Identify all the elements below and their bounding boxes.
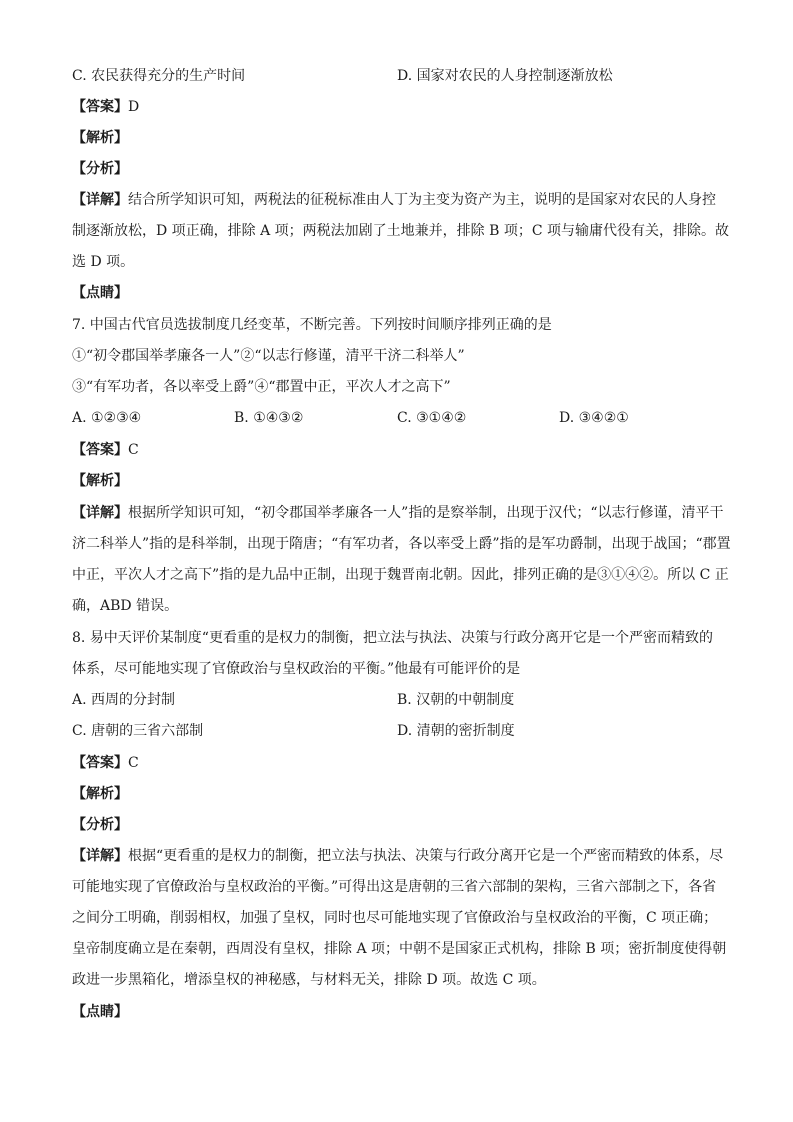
detail-line: 济二科举人”指的是科举制，出现于隋唐；“有军功者，各以率受上爵”指的是军功爵制，出现于战国；“郡置 xyxy=(72,536,731,552)
detail-label: 【详解】 xyxy=(72,192,128,208)
detail-line: 确，ABD 错误。 xyxy=(72,598,179,614)
detail-line: 皇帝制度确立是在秦朝，西周没有皇权，排除 A 项；中朝不是国家正式机构，排除 B 项；密折制度使得朝 xyxy=(72,941,727,957)
question-7-stem: 7. 中国古代官员选拔制度几经变革，不断完善。下列按时间顺序排列正确的是 xyxy=(72,317,552,333)
breakdown-label: 【分析】 xyxy=(72,817,128,833)
detail-label: 【详解】 xyxy=(72,848,128,864)
answer-label: 【答案】 xyxy=(72,99,128,115)
option-d: D. ③④②① xyxy=(559,410,629,426)
option-d: D. 清朝的密折制度 xyxy=(397,723,515,739)
option-c: C. ③①④② xyxy=(397,410,467,426)
option-a: A. ①②③④ xyxy=(72,410,142,426)
detail-line: 选 D 项。 xyxy=(72,254,135,270)
option-c: C. 农民获得充分的生产时间 xyxy=(72,68,246,84)
breakdown-label: 【分析】 xyxy=(72,161,128,177)
option-d: D. 国家对农民的人身控制逐渐放松 xyxy=(397,68,613,84)
detail-line: 之间分工明确，削弱相权，加强了皇权，同时也尽可能地实现了官僚政治与皇权政治的平衡，C 项正确； xyxy=(72,910,718,926)
answer-value: D xyxy=(128,99,140,115)
option-a: A. 西周的分封制 xyxy=(72,692,176,708)
option-c: C. 唐朝的三省六部制 xyxy=(72,723,204,739)
detail-label: 【详解】 xyxy=(72,505,128,521)
answer-row xyxy=(72,752,721,774)
detail-line xyxy=(72,845,724,867)
analysis-label: 【解析】 xyxy=(72,130,128,146)
question-8-stem: 8. 易中天评价某制度“更看重的是权力的制衡，把立法与执法、决策与行政分离开它是一个严密而精致的 xyxy=(72,630,713,646)
answer-value: C xyxy=(128,755,139,771)
detail-text: 根据所学知识可知，“初令郡国举孝廉各一人”指的是察举制，出现于汉代；“以志行修谨，清平干 xyxy=(128,505,724,521)
analysis-label: 【解析】 xyxy=(72,786,128,802)
detail-line xyxy=(72,502,724,524)
answer-row xyxy=(72,439,721,461)
tip-label: 【点睛】 xyxy=(72,1004,128,1020)
analysis-label: 【解析】 xyxy=(72,473,128,489)
detail-line: 可能地实现了官僚政治与皇权政治的平衡。”可得出这是唐朝的三省六部制的架构，三省六部制之下，各省 xyxy=(72,879,717,895)
answer-value: C xyxy=(128,442,139,458)
question-8-stem: 体系，尽可能地实现了官僚政治与皇权政治的平衡。”他最有可能评价的是 xyxy=(72,661,521,677)
detail-text: 结合所学知识可知，两税法的征税标准由人丁为主变为资产为主，说明的是国家对农民的人身控 xyxy=(128,192,716,208)
detail-line xyxy=(72,189,721,211)
answer-label: 【答案】 xyxy=(72,442,128,458)
option-b: B. ①④③② xyxy=(234,410,304,426)
question-7-item: ①“初令郡国举孝廉各一人”②“以志行修谨，清平干济二科举人” xyxy=(72,348,465,364)
detail-line: 政进一步黑箱化，增添皇权的神秘感，与材料无关，排除 D 项。故选 C 项。 xyxy=(72,972,546,988)
answer-label: 【答案】 xyxy=(72,755,128,771)
tip-label: 【点睛】 xyxy=(72,285,128,301)
detail-line: 中正，平次人才之高下”指的是九品中正制，出现于魏晋南北朝。因此，排列正确的是③①④②。所以 C 正 xyxy=(72,567,729,583)
detail-line: 制逐渐放松，D 项正确，排除 A 项；两税法加剧了土地兼并，排除 B 项；C 项与输庸代役有关，排除。故 xyxy=(72,223,730,239)
answer-row xyxy=(72,96,721,118)
question-7-item: ③“有军功者，各以率受上爵”④“郡置中正，平次人才之高下” xyxy=(72,379,451,395)
option-b: B. 汉朝的中朝制度 xyxy=(397,692,515,708)
detail-text: 根据“更看重的是权力的制衡，把立法与执法、决策与行政分离开它是一个严密而精致的体系，尽 xyxy=(128,848,724,864)
